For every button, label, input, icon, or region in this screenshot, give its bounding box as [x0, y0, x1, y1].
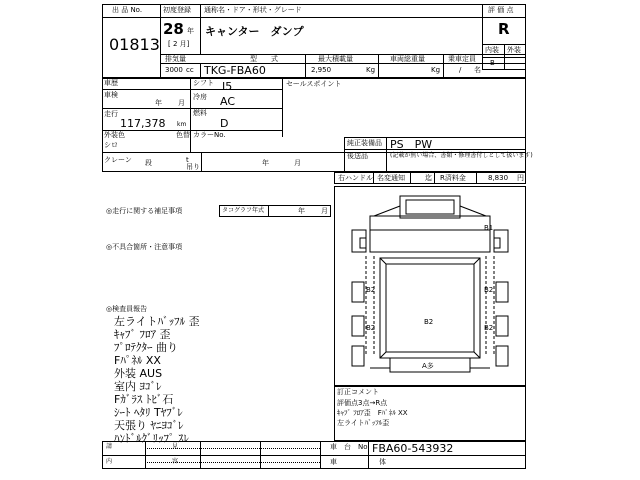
max-load-unit: Kg: [366, 66, 376, 74]
deadline-label: 迄: [425, 174, 432, 182]
damage-mark: A多: [422, 362, 434, 370]
crane-hook: 吊り: [186, 163, 200, 171]
model-type-label: 型 式: [250, 55, 278, 63]
tachograph-month: 月: [321, 207, 328, 215]
crane-stage: 段: [145, 159, 152, 167]
color-no-label: カラーNo.: [193, 131, 226, 139]
shift-label: シフト: [193, 79, 214, 87]
history-label: 車歴: [104, 79, 118, 87]
correction-line: 左ライトﾊﾞｯﾌﾙ歪: [337, 419, 390, 427]
exterior-value: B: [490, 59, 495, 67]
report-line: 外装 AUS: [114, 367, 163, 380]
mileage-value: 117,378: [120, 117, 166, 130]
mileage-unit: km: [177, 121, 187, 128]
damage-mark: B2: [424, 318, 434, 326]
report-line: ﾌﾟﾛﾃｸﾀｰ 曲り: [114, 341, 178, 354]
displacement-unit: cc: [186, 66, 194, 74]
model-name: キャンター ダンプ: [205, 25, 304, 38]
total-weight-label: 車両総重量: [390, 55, 425, 63]
report-line: ｷｬﾌﾞ ﾌﾛｱ 歪: [114, 328, 171, 341]
rear-items-note: (記載が無い場合、書類・修理書付しとして扱います): [390, 152, 533, 159]
aircon-label: 冷房: [193, 93, 207, 101]
color-change-label: 色替: [176, 131, 190, 139]
exterior-label: 外装: [507, 46, 521, 54]
displacement-label: 排気量: [165, 55, 186, 63]
crane-month: 月: [294, 159, 301, 167]
equipment-label: 純正装備品: [347, 139, 382, 147]
report-line: Fｶﾞﾗｽ ﾄﾋﾞ石: [114, 393, 174, 406]
defect-notes-label: ◎不具合箇所・注意事項: [106, 243, 183, 251]
reg-label: 初度登録: [163, 6, 191, 14]
equipment-value: PS PW: [390, 138, 433, 151]
correction-line: ｷｬﾌﾞ ﾌﾛｱ歪 Fﾊﾟﾈﾙ XX: [337, 409, 408, 417]
reg-year-unit: 年: [187, 27, 194, 35]
content-label: 内 容: [106, 458, 179, 465]
interior-label: 内装: [485, 46, 499, 54]
model-code: TKG-FBA60: [204, 64, 266, 77]
score-value: R: [498, 20, 510, 38]
report-line: 天張り ﾔﾆﾖｺﾞﾚ: [114, 419, 184, 432]
score-label: 評 価 点: [488, 6, 514, 14]
truck-diagram: [334, 186, 526, 386]
rear-items-label: 後送品: [347, 152, 368, 160]
recycle-label: R済料金: [440, 174, 466, 182]
crane-label: クレーン: [104, 156, 132, 164]
body-label: 車 体: [330, 458, 386, 466]
sales-point-label: セールスポイント: [286, 80, 342, 88]
capacity-sep: /: [459, 66, 462, 74]
report-line: 室内 ﾖｺﾞﾚ: [114, 380, 162, 393]
report-line: ｼｰﾄ ﾍﾀﾘ Tﾔﾌﾞﾚ: [114, 406, 183, 419]
inspector-report-label: ◎検査員報告: [106, 305, 148, 313]
crane-year: 年: [262, 159, 269, 167]
reg-year: 28: [163, 20, 184, 38]
inspection-label: 車検: [104, 91, 118, 99]
crane-hook-unit: t: [186, 156, 189, 164]
shift-value: I5: [222, 80, 233, 93]
report-line: ﾊﾝﾄﾞﾙｸﾞﾘｯﾌﾟ ｽﾚ: [114, 432, 189, 445]
tachograph-year: 年: [298, 207, 305, 215]
capacity-label: 乗車定員: [448, 55, 476, 63]
damage-mark: B2: [484, 324, 494, 332]
handle-option: 右ハンドル: [338, 174, 373, 182]
inspection-month: 月: [178, 99, 185, 107]
max-load-value: 2,950: [311, 66, 332, 74]
fuel-value: D: [220, 117, 229, 130]
capacity-unit: 名: [474, 66, 481, 74]
tachograph-label: タコグラフ年式: [222, 207, 265, 214]
correction-line: 評価点3点→R点: [337, 399, 388, 407]
damage-mark: B2: [366, 286, 376, 294]
displacement-value: 3000: [165, 66, 183, 74]
reg-month: [ 2 月]: [168, 40, 190, 48]
chassis-number: FBA60-543932: [372, 442, 454, 455]
mileage-label: 走行: [104, 110, 118, 118]
report-line: 左ライトﾊﾞｯﾌﾙ 歪: [114, 315, 200, 328]
lot-label: 出 品 No.: [112, 6, 143, 14]
recycle-value: 8,830: [488, 174, 509, 182]
recycle-unit: 円: [517, 174, 524, 182]
lot-number: 01813: [109, 35, 160, 54]
exterior-color-label: 外装色: [104, 131, 125, 139]
correction-title: 訂正コメント: [337, 388, 379, 396]
auditor-label: 請 見: [106, 443, 179, 450]
fuel-label: 燃料: [193, 109, 207, 117]
name-change-label: 名変通知: [377, 174, 405, 182]
damage-mark: B2: [366, 324, 376, 332]
max-load-label: 最大積載量: [318, 55, 353, 63]
color-value: シロ: [104, 141, 118, 149]
aircon-value: AC: [220, 95, 236, 108]
inspection-year: 年: [155, 99, 162, 107]
grade-label: 通称名・ドア・形状・グレード: [204, 6, 302, 14]
weight-unit: Kg: [431, 66, 441, 74]
damage-mark: B2: [484, 286, 494, 294]
damage-mark: B1: [484, 224, 494, 232]
driving-notes-label: ◎走行に関する補足事項: [106, 207, 183, 215]
chassis-label: 車 台 No.: [330, 443, 370, 451]
report-line: Fﾊﾟﾈﾙ XX: [114, 354, 161, 367]
